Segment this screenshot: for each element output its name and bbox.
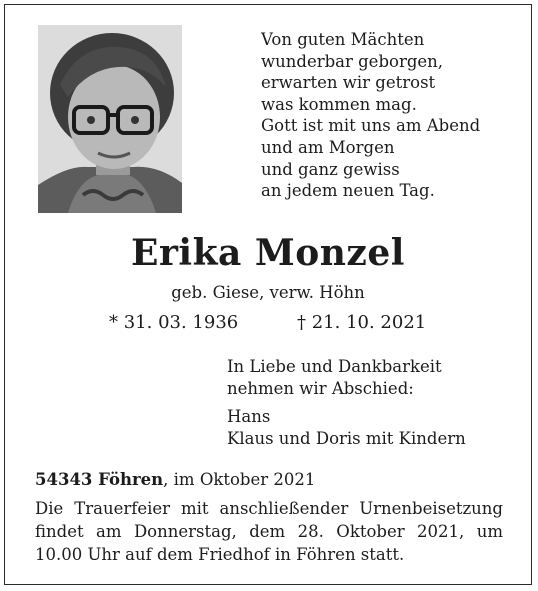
poem-line: und am Morgen <box>261 137 395 157</box>
obituary-card <box>4 4 532 585</box>
birth-date: * 31. 03. 1936 <box>109 312 239 333</box>
poem-line: und ganz gewiss <box>261 159 400 179</box>
place-and-date <box>35 469 315 491</box>
mourner-name: Klaus und Doris mit Kindern <box>227 429 466 448</box>
poem-line: erwarten wir getrost <box>261 73 436 93</box>
mourner-name: Hans <box>227 407 271 426</box>
poem-line: Von guten Mächten <box>261 30 425 49</box>
poem-line: Gott ist mit uns am Abend <box>261 116 481 136</box>
farewell-line: In Liebe und Dankbarkeit <box>227 357 442 376</box>
poem <box>261 29 523 202</box>
mourners-list <box>227 406 517 450</box>
service-details: Die Trauerfeier mit anschließender Urnenbeisetzung findet am Donnerstag, dem 28. Oktober 2021, um 10.00 Uhr auf dem Friedhof in Föhren statt. <box>35 499 503 564</box>
place-date: , im Oktober 2021 <box>163 470 316 489</box>
farewell-line: nehmen wir Abschied: <box>227 379 414 398</box>
poem-line: wunderbar geborgen, <box>261 51 444 71</box>
death-date: † 21. 10. 2021 <box>297 312 427 333</box>
poem-line: was kommen mag. <box>261 94 417 114</box>
portrait-photo <box>38 25 182 213</box>
maiden-name: geb. Giese, verw. Höhn <box>171 283 365 302</box>
deceased-name: Erika Monzel <box>131 232 405 274</box>
place-town: 54343 Föhren <box>35 470 164 489</box>
farewell-text <box>227 356 517 400</box>
poem-line: an jedem neuen Tag. <box>261 181 435 201</box>
